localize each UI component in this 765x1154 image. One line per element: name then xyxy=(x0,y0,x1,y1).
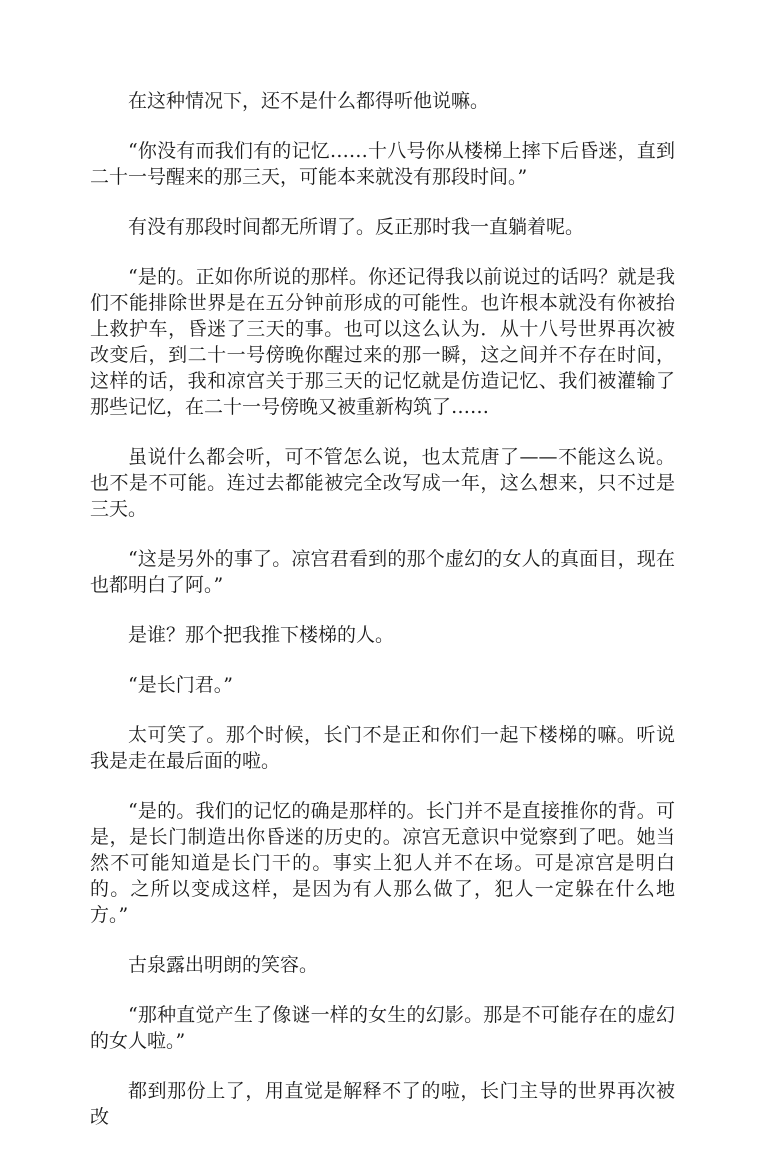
paragraph-5: 虽说什么都会听，可不管怎么说，也太荒唐了——不能这么说。也不是不可能。连过去都能被完全改写成一年，这么想来，只不过是三天。 xyxy=(90,446,675,520)
paragraph-8: “是长门君。” xyxy=(128,674,233,696)
paragraph-3: 有没有那段时间都无所谓了。反正那时我一直躺着呢。 xyxy=(128,216,585,238)
paragraph-2: “你没有而我们有的记忆……十八号你从楼梯上摔下后昏迷，直到二十一号醒来的那三天，可能本来就没有那段时间。” xyxy=(90,140,675,188)
paragraph-7: 是谁？那个把我推下楼梯的人。 xyxy=(128,624,395,646)
paragraph-4: “是的。正如你所说的那样。你还记得我以前说过的话吗？就是我们不能排除世界是在五分钟前形成的可能性。也许根本就没有你被抬上救护车，昏迷了三天的事。也可以这么认为．从十八号世界再次被改变后，到二十一号傍晚你醒过来的那一瞬，这之间并不存在时间，这样的话，我和凉宫关于那三天的记忆就是仿造记忆、我们被灌输了那些记忆，在二十一号傍晚又被重新构筑了…… xyxy=(90,266,675,418)
paragraph-11: 古泉露出明朗的笑容。 xyxy=(128,954,319,976)
paragraph-13: 都到那份上了，用直觉是解释不了的啦，长门主导的世界再次被改 xyxy=(90,1080,675,1128)
paragraph-12: “那种直觉产生了像谜一样的女生的幻影。那是不可能存在的虚幻的女人啦。” xyxy=(90,1004,675,1052)
document-page xyxy=(90,88,675,1154)
paragraph-6: “这是另外的事了。凉宫君看到的那个虚幻的女人的真面目，现在也都明白了阿。” xyxy=(90,548,675,596)
paragraph-9: 太可笑了。那个时候，长门不是正和你们一起下楼梯的嘛。听说我是走在最后面的啦。 xyxy=(90,724,675,772)
paragraph-1: 在这种情况下，还不是什么都得听他说嘛。 xyxy=(128,90,490,112)
paragraph-10: “是的。我们的记忆的确是那样的。长门并不是直接推你的背。可是，是长门制造出你昏迷的历史的。凉宫无意识中觉察到了吧。她当然不可能知道是长门干的。事实上犯人并不在场。可是凉宫是明白的。之所以变成这样，是因为有人那么做了，犯人一定躲在什么地方。” xyxy=(90,800,675,926)
